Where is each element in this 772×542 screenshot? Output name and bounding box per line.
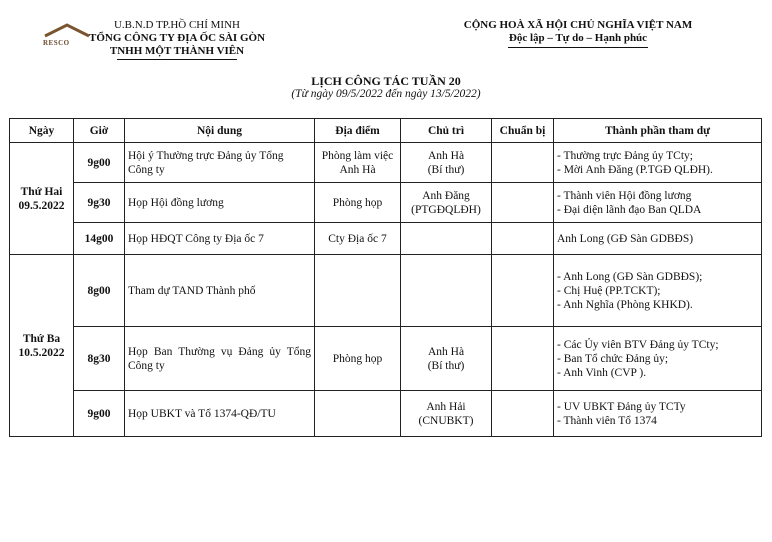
prep-cell <box>492 255 554 327</box>
org-divider <box>117 59 237 60</box>
time-cell: 8g30 <box>74 327 125 391</box>
attendee: - Anh Nghĩa (Phòng KHKD). <box>557 298 693 311</box>
time-cell: 9g00 <box>74 391 125 437</box>
prep-cell <box>492 223 554 255</box>
chair-cell <box>401 327 492 391</box>
location-cell <box>315 391 401 437</box>
day-cell-monday <box>10 143 74 255</box>
chair-role: (PTGĐQLĐH) <box>411 203 481 216</box>
attendees-cell <box>554 143 762 183</box>
prep-cell <box>492 327 554 391</box>
header-prep: Chuẩn bị <box>492 119 554 143</box>
attendees-cell <box>554 183 762 223</box>
attendee: Anh Long (GĐ Sàn GDBĐS) <box>557 232 694 245</box>
content-cell: Tham dự TAND Thành phố <box>125 255 315 327</box>
content-cell: Họp HĐQT Công ty Địa ốc 7 <box>125 223 315 255</box>
chair-role: (CNUBKT) <box>418 414 474 427</box>
time-cell: 9g30 <box>74 183 125 223</box>
attendee: - Ban Tổ chức Đảng ủy; <box>557 352 669 365</box>
attendee: - Chị Huệ (PP.TCKT); <box>557 284 661 297</box>
chair-name: Anh Hà <box>427 345 465 358</box>
attendees-cell <box>554 391 762 437</box>
chair-name: Anh Hà <box>427 149 465 162</box>
attendee: - Thường trực Đảng ủy TCty; <box>557 149 693 162</box>
chair-cell <box>401 255 492 327</box>
chair-cell <box>401 391 492 437</box>
prep-cell <box>492 143 554 183</box>
time-cell: 8g00 <box>74 255 125 327</box>
attendee: - UV UBKT Đảng ủy TCTy <box>557 400 686 413</box>
day-date: 09.5.2022 <box>18 199 65 212</box>
time-cell: 9g00 <box>74 143 125 183</box>
content-cell: Họp Ban Thường vụ Đảng ủy Tổng Công ty <box>125 327 315 391</box>
location-cell: Phòng họp <box>315 327 401 391</box>
attendee: - Mời Anh Đăng (P.TGĐ QLĐH). <box>557 163 713 176</box>
schedule-table <box>9 118 762 437</box>
location-cell: Phòng làm việc Anh Hà <box>315 143 401 183</box>
table-row <box>10 143 762 183</box>
chair-cell <box>401 143 492 183</box>
attendee: - Anh Long (GĐ Sàn GDBĐS); <box>557 270 703 283</box>
nation-line-2: Độc lập – Tự do – Hạnh phúc <box>508 32 648 44</box>
nation-divider <box>508 47 648 48</box>
attendee: - Đại diện lãnh đạo Ban QLDA <box>557 203 702 216</box>
location-cell <box>315 255 401 327</box>
attendees-cell <box>554 223 762 255</box>
attendee: - Anh Vinh (CVP ). <box>557 366 647 379</box>
table-row <box>10 391 762 437</box>
attendees-cell <box>554 327 762 391</box>
org-line-1: U.B.N.D TP.HỒ CHÍ MINH <box>113 19 240 31</box>
attendees-cell <box>554 255 762 327</box>
content-cell: Hội ý Thường trực Đảng ủy Tổng Công ty <box>125 143 315 183</box>
attendee: - Thành viên Hội đồng lương <box>557 189 692 202</box>
location-cell: Phòng họp <box>315 183 401 223</box>
content-cell: Họp Hội đồng lương <box>125 183 315 223</box>
table-row <box>10 255 762 327</box>
prep-cell <box>492 391 554 437</box>
national-header <box>440 19 716 48</box>
header-day: Ngày <box>10 119 74 143</box>
chair-role: (Bí thư) <box>427 163 465 176</box>
chair-name: Anh Đăng <box>422 189 470 202</box>
day-name: Thứ Ba <box>22 332 61 345</box>
org-line-2: TỔNG CÔNG TY ĐỊA ỐC SÀI GÒN <box>88 32 266 44</box>
content-cell: Họp UBKT và Tổ 1374-QĐ/TU <box>125 391 315 437</box>
nation-line-1: CỘNG HOÀ XÃ HỘI CHỦ NGHĨA VIỆT NAM <box>463 19 693 31</box>
document-subtitle: (Từ ngày 09/5/2022 đến ngày 13/5/2022) <box>291 88 481 100</box>
header-time: Giờ <box>74 119 125 143</box>
day-name: Thứ Hai <box>20 185 63 198</box>
table-row <box>10 223 762 255</box>
prep-cell <box>492 183 554 223</box>
day-cell-tuesday <box>10 255 74 437</box>
logo-text: RESCO <box>43 39 70 47</box>
chair-cell <box>401 223 492 255</box>
table-row <box>10 183 762 223</box>
org-line-3: TNHH MỘT THÀNH VIÊN <box>109 45 245 57</box>
chair-name: Anh Hải <box>426 400 466 413</box>
attendee: - Thành viên Tổ 1374 <box>557 414 657 427</box>
header-location: Địa điểm <box>315 119 401 143</box>
chair-role: (Bí thư) <box>427 359 465 372</box>
header-attendees: Thành phần tham dự <box>554 119 762 143</box>
header-content: Nội dung <box>125 119 315 143</box>
organization-header <box>72 19 282 60</box>
time-cell: 14g00 <box>74 223 125 255</box>
header-chair: Chủ trì <box>401 119 492 143</box>
table-row <box>10 327 762 391</box>
day-date: 10.5.2022 <box>18 346 65 359</box>
document-title: LỊCH CÔNG TÁC TUẦN 20 <box>311 74 461 88</box>
attendee: - Các Ủy viên BTV Đảng ủy TCty; <box>557 338 719 351</box>
location-cell: Cty Địa ốc 7 <box>315 223 401 255</box>
table-header-row <box>10 119 762 143</box>
chair-cell <box>401 183 492 223</box>
